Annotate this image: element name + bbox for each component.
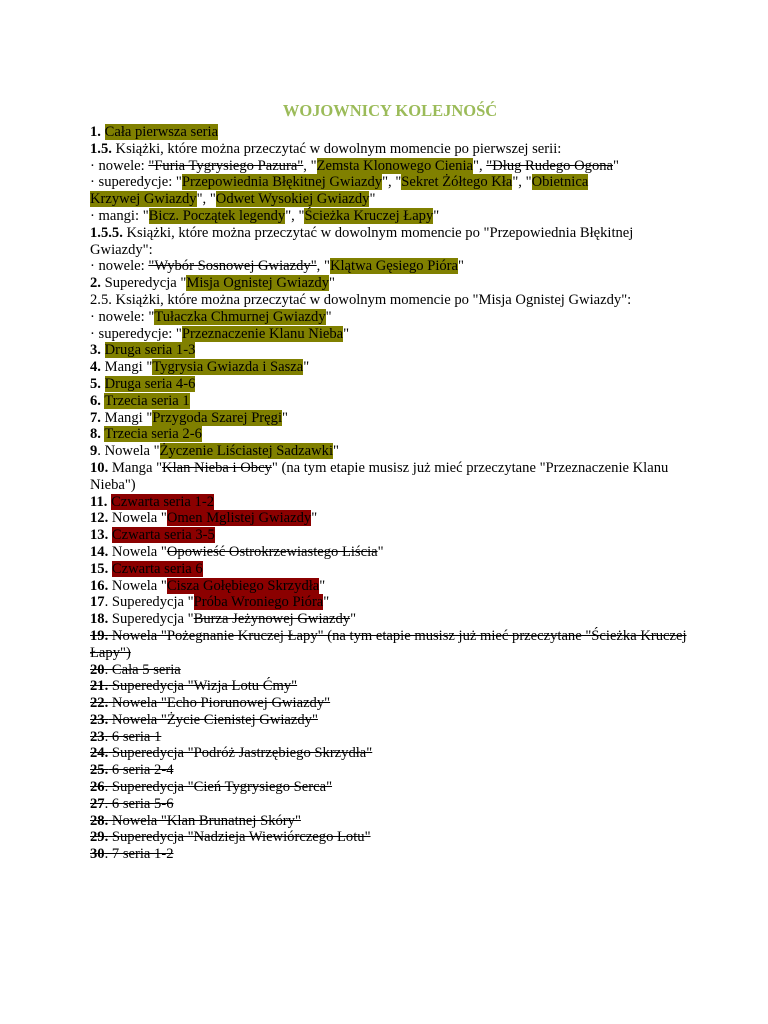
- list-line: [90, 829, 690, 846]
- list-line: [90, 712, 690, 729]
- highlighted-title: Trzecia seria 1: [104, 392, 190, 409]
- text-run: ": [329, 275, 335, 292]
- list-line: [90, 174, 690, 191]
- text-run: " (na tym etapie musisz już mieć przeczytane "Przeznaczenie Klanu Nieba"): [90, 459, 669, 493]
- list-line: [90, 393, 690, 410]
- text-run: 2.5. Książki, które można przeczytać w dowolnym momencie po "Misja Ognistej Gwiazdy":: [90, 291, 632, 308]
- list-line: [90, 124, 690, 141]
- highlighted-title: Klątwa Gęsiego Pióra: [329, 258, 459, 275]
- highlighted-title: Cała pierwsza seria: [104, 124, 219, 140]
- list-line: [90, 326, 690, 343]
- list-line: [90, 745, 690, 762]
- text-run: ": [323, 594, 330, 611]
- text-run: · nowele:: [90, 157, 149, 174]
- item-number: 24.: [90, 745, 109, 762]
- text-run: ": [343, 325, 350, 342]
- highlighted-title: Przygoda Szarej Pręgi: [152, 409, 282, 426]
- text-run: · superedycje: ": [90, 325, 182, 342]
- list-line: [90, 510, 690, 527]
- text-run: · mangi: ": [90, 207, 149, 224]
- item-number: 1.: [90, 124, 101, 140]
- list-line: [90, 561, 690, 578]
- list-line: [90, 494, 690, 511]
- list-line: [90, 191, 690, 208]
- text-run: · superedycje: ": [90, 174, 182, 191]
- text-run: . Nowela ": [97, 443, 160, 460]
- struck-title: . 6 seria 1: [104, 728, 162, 745]
- list-line: [90, 796, 690, 813]
- item-number: 1.5.5.: [90, 224, 123, 241]
- struck-title: 6 seria 2-4: [108, 762, 174, 779]
- red-highlighted-title: Omen Mglistej Gwiazdy: [166, 510, 312, 527]
- item-number: 20: [90, 661, 105, 678]
- text-run: ": [350, 611, 357, 628]
- item-number: 21.: [90, 678, 109, 695]
- struck-title: . Cała 5 seria: [104, 661, 181, 678]
- struck-title: "Dług Rudego Ogona: [486, 157, 614, 174]
- text-run: Nowela ": [108, 510, 167, 527]
- list-line: [90, 410, 690, 427]
- list-line: [90, 460, 690, 494]
- red-highlighted-title: Próba Wroniego Pióra: [193, 594, 324, 611]
- text-run: ": [433, 207, 440, 224]
- item-number: 2.: [90, 275, 101, 292]
- struck-title: Superedycja "Nadzieja Wiewiórczego Lotu": [108, 829, 371, 846]
- text-run: . Superedycja ": [104, 594, 194, 611]
- highlighted-title: Trzecia seria 2-6: [104, 426, 202, 443]
- list-line: [90, 376, 690, 393]
- highlighted-title: Druga seria 1-3: [104, 342, 196, 359]
- item-number: 11.: [90, 493, 108, 510]
- struck-title: "Wybór Sosnowej Gwiazdy": [148, 258, 317, 275]
- highlighted-title: Sekret Żółtego Kła: [401, 174, 513, 191]
- struck-title: Opowieść Ostrokrzewiastego Liścia: [166, 543, 378, 560]
- text-run: Superedycja ": [108, 611, 194, 628]
- highlighted-title: Zemsta Klonowego Cienia: [316, 157, 473, 174]
- list-line: [90, 729, 690, 746]
- list-line: [90, 342, 690, 359]
- highlighted-title: Ścieżka Kruczej Łapy: [304, 207, 434, 224]
- highlighted-title: Bicz. Początek legendy: [148, 207, 286, 224]
- highlighted-title: Misja Ognistej Gwiazdy: [186, 275, 330, 292]
- highlighted-title: Przepowiednia Błękitnej Gwiazdy: [181, 174, 383, 191]
- text-run: ": [319, 577, 326, 594]
- item-number: 3.: [90, 342, 101, 359]
- item-number: 23: [90, 728, 105, 745]
- text-run: ": [325, 308, 332, 325]
- text-run: ": [311, 510, 318, 527]
- struck-title: Burza Jeżynowej Gwiazdy: [193, 611, 351, 628]
- list-line: [90, 578, 690, 595]
- item-number: 27: [90, 795, 105, 812]
- struck-title: "Furia Tygrysiego Pazura": [148, 157, 304, 174]
- text-run: ", ": [285, 207, 305, 224]
- list-line: [90, 208, 690, 225]
- item-number: 22.: [90, 695, 109, 712]
- item-number: 28.: [90, 812, 109, 829]
- text-run: , ": [316, 258, 330, 275]
- item-number: 16.: [90, 577, 109, 594]
- list-line: [90, 594, 690, 611]
- text-run: ", ": [196, 191, 216, 208]
- struck-title: Klan Nieba i Obcy: [162, 459, 272, 476]
- document-page: [90, 101, 690, 863]
- item-number: 13.: [90, 527, 109, 544]
- item-number: 18.: [90, 611, 109, 628]
- red-highlighted-title: Czwarta seria 6: [111, 560, 203, 577]
- reading-order-list: [90, 124, 690, 863]
- item-number: 8.: [90, 426, 101, 443]
- highlighted-title: Obietnica: [531, 174, 589, 191]
- text-run: ": [282, 409, 288, 426]
- text-run: ": [333, 443, 339, 460]
- text-run: ", ": [512, 174, 532, 191]
- list-line: [90, 846, 690, 863]
- red-highlighted-title: Czwarta seria 1-2: [111, 493, 215, 510]
- item-number: 4.: [90, 359, 101, 376]
- text-run: Superedycja ": [100, 275, 187, 292]
- struck-title: . Superedycja "Cień Tygrysiego Serca": [104, 779, 333, 796]
- struck-title: Superedycja "Podróż Jastrzębiego Skrzydła": [108, 745, 373, 762]
- item-number: 19.: [90, 627, 109, 644]
- list-line: [90, 779, 690, 796]
- highlighted-title: Przeznaczenie Klanu Nieba: [181, 325, 344, 342]
- item-number: 15.: [90, 560, 109, 577]
- text-run: · nowele: ": [90, 308, 155, 325]
- struck-title: Superedycja "Wizja Lotu Ćmy": [108, 678, 298, 695]
- text-run: Książki, które można przeczytać w dowolnym momencie po "Przepowiednia Błękitnej Gwiazdy":: [90, 224, 634, 258]
- struck-title: Nowela "Pożegnanie Kruczej Łapy" (na tym etapie musisz już mieć przeczytane "Ścieżka Kruczej Łapy"): [90, 627, 687, 661]
- text-run: ": [458, 258, 464, 275]
- item-number: 6.: [90, 392, 101, 409]
- item-number: 9: [90, 443, 98, 460]
- item-number: 29.: [90, 829, 109, 846]
- list-line: [90, 292, 690, 309]
- list-line: [90, 628, 690, 662]
- struck-title: . 7 seria 1-2: [104, 846, 174, 863]
- item-number: 30: [90, 846, 105, 863]
- highlighted-title: Odwet Wysokiej Gwiazdy: [215, 191, 370, 208]
- struck-title: Nowela "Echo Piorunowej Gwiazdy": [108, 695, 331, 712]
- item-number: 12.: [90, 510, 109, 527]
- item-number: 7.: [90, 409, 101, 426]
- red-highlighted-title: Czwarta seria 3-5: [111, 527, 215, 544]
- text-run: ", ": [382, 174, 402, 191]
- item-number: 1.5.: [90, 140, 112, 157]
- text-run: Manga ": [108, 459, 163, 476]
- text-run: ": [377, 543, 384, 560]
- text-run: Mangi ": [100, 409, 153, 426]
- highlighted-title: Druga seria 4-6: [104, 375, 196, 392]
- highlighted-title: Krzywej Gwiazdy: [90, 191, 197, 208]
- text-run: , ": [303, 157, 317, 174]
- text-run: ",: [473, 157, 487, 174]
- list-line: [90, 813, 690, 830]
- text-run: Mangi ": [100, 359, 153, 376]
- item-number: 23.: [90, 711, 109, 728]
- list-line: [90, 662, 690, 679]
- list-line: [90, 141, 690, 158]
- highlighted-title: Tułaczka Chmurnej Gwiazdy: [154, 308, 326, 325]
- text-run: · nowele:: [90, 258, 149, 275]
- text-run: ": [303, 359, 310, 376]
- list-line: [90, 426, 690, 443]
- text-run: ": [369, 191, 376, 208]
- list-line: [90, 258, 690, 275]
- document-title: WOJOWNICY KOLEJNOŚĆ: [282, 101, 498, 120]
- item-number: 14.: [90, 543, 109, 560]
- list-line: [90, 678, 690, 695]
- list-line: [90, 762, 690, 779]
- list-line: [90, 309, 690, 326]
- struck-title: Nowela "Życie Cienistej Gwiazdy": [108, 711, 318, 728]
- list-line: [90, 544, 690, 561]
- list-line: [90, 695, 690, 712]
- text-run: Nowela ": [108, 543, 167, 560]
- struck-title: . 6 seria 5-6: [104, 795, 174, 812]
- highlighted-title: Życzenie Liściastej Sadzawki: [159, 443, 334, 460]
- list-line: [90, 443, 690, 460]
- list-line: [90, 225, 690, 259]
- list-line: [90, 527, 690, 544]
- item-number: 26: [90, 779, 105, 796]
- struck-title: Nowela "Klan Brunatnej Skóry": [108, 812, 301, 829]
- text-run: ": [613, 157, 619, 174]
- list-line: [90, 611, 690, 628]
- item-number: 17: [90, 594, 105, 611]
- text-run: Nowela ": [108, 577, 167, 594]
- list-line: [90, 275, 690, 292]
- item-number: 25.: [90, 762, 109, 779]
- text-run: Książki, które można przeczytać w dowolnym momencie po pierwszej serii:: [111, 140, 562, 157]
- item-number: 10.: [90, 459, 109, 476]
- item-number: 5.: [90, 375, 101, 392]
- list-line: [90, 359, 690, 376]
- red-highlighted-title: Cisza Gołębiego Skrzydła: [166, 577, 320, 594]
- list-line: [90, 158, 690, 175]
- highlighted-title: Tygrysia Gwiazda i Sasza: [152, 359, 304, 376]
